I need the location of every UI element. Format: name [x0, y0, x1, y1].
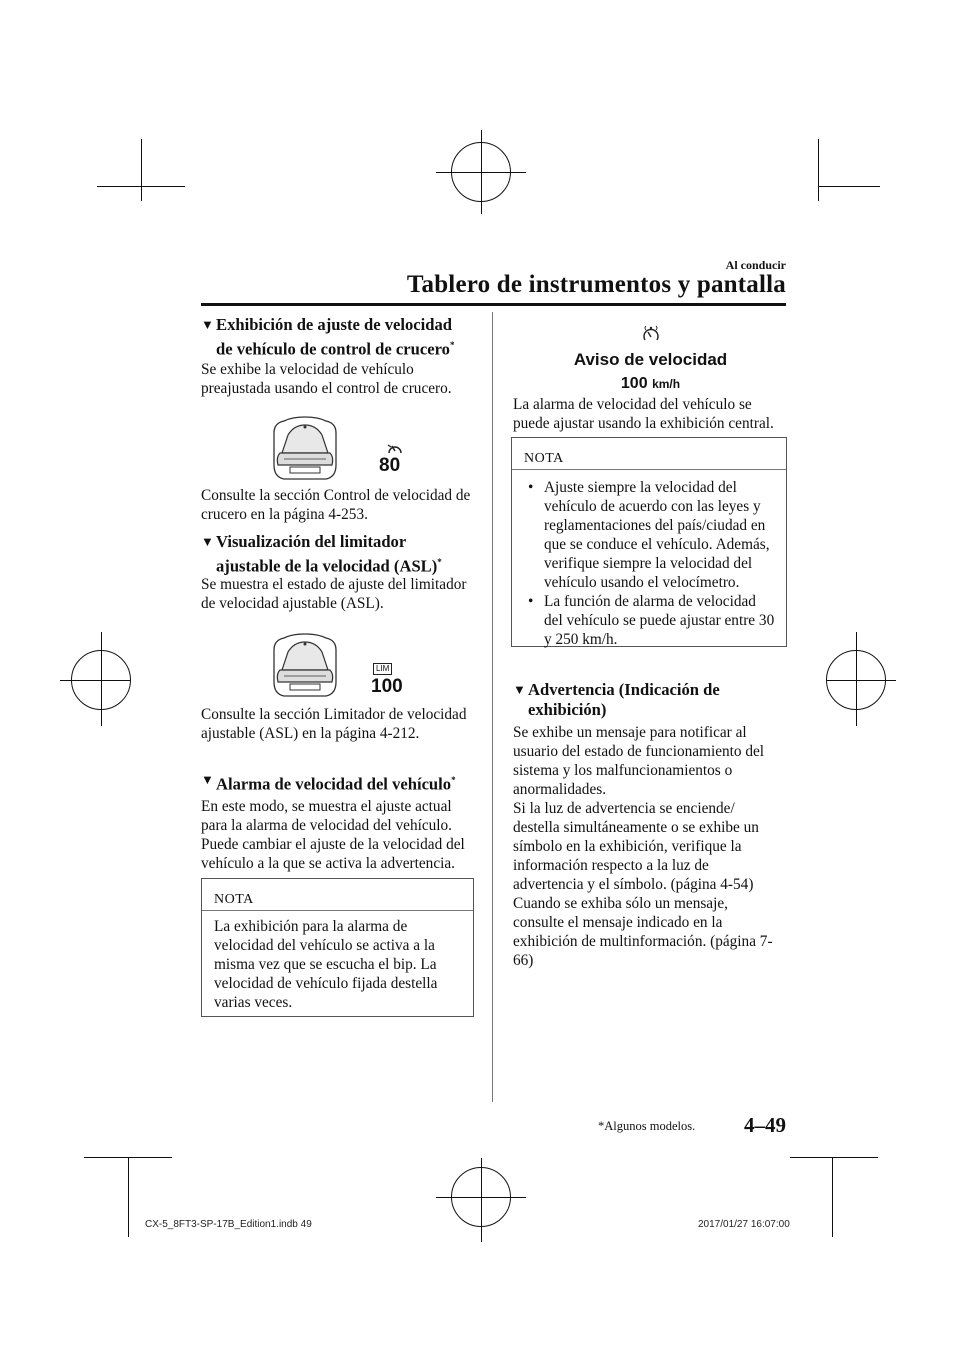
speed-alarm-display — [513, 320, 788, 398]
paragraph: Se muestra el estado de ajuste del limitador de velocidad ajustable (ASL). — [201, 576, 467, 612]
page-title: Tablero de instrumentos y pantalla — [406, 271, 786, 298]
paragraph: Consulte la sección Control de velocidad de crucero en la página 4-253. — [201, 487, 471, 523]
note-box — [201, 878, 474, 1017]
page-number: 4–49 — [744, 1113, 786, 1137]
paragraph: Se exhibe la velocidad de vehículo preajustada usando el control de crucero. — [201, 361, 452, 397]
section-heading-warning: ▼ Advertencia (Indicación de exhibición) — [513, 680, 720, 719]
crop-mark — [128, 1157, 129, 1237]
triangle-icon: ▼ — [513, 682, 526, 697]
paragraph: Cuando se exhiba sólo un mensaje, consulte el mensaje indicado en la exhibición de multinformación. (página 7-66) — [513, 895, 773, 969]
timestamp: 2017/01/27 16:07:00 — [698, 1219, 790, 1230]
crop-mark — [84, 1157, 172, 1158]
header-rule — [201, 303, 786, 306]
section-heading-cruise: ▼ Exhibición de ajuste de velocidad de vehículo de control de crucero* — [201, 315, 455, 359]
note-title: NOTA — [524, 451, 564, 466]
section-heading-asl: ▼ Visualización del limitador ajustable de la velocidad (ASL)* — [201, 532, 442, 576]
set-speed-value: 80 — [379, 455, 401, 476]
section-heading-speed-alarm: ▼ Alarma de velocidad del vehículo* — [201, 772, 456, 794]
speed-alarm-icon — [640, 323, 662, 343]
display-figure-cruise — [270, 415, 420, 485]
display-unit: km/h — [652, 377, 681, 391]
paragraph: Consulte la sección Limitador de velocidad ajustable (ASL) en la página 4-212. — [201, 706, 467, 742]
list-item: • Ajuste siempre la velocidad del vehículo de acuerdo con las leyes y reglamentaciones del país/ciudad en que se conduce el vehículo. Además, verifique siempre la velocidad del vehículo usando el velocímetro. — [528, 479, 770, 591]
column-divider — [492, 312, 493, 1102]
crop-mark — [97, 186, 185, 187]
car-front-icon — [270, 415, 340, 483]
section-label: Al conducir — [725, 258, 786, 272]
crop-mark — [141, 139, 142, 201]
crop-mark — [818, 186, 880, 187]
triangle-icon: ▼ — [201, 534, 214, 549]
paragraph: Se exhibe un mensaje para notificar al usuario del estado de funcionamiento del sistema y los malfuncionamientos o anormalidades. — [513, 724, 765, 798]
note-body: La exhibición para la alarma de velocidad del vehículo se activa a la misma vez que se escucha el bip. La velocidad de vehículo fijada destella varias veces. — [214, 918, 438, 1011]
car-front-icon — [270, 632, 340, 700]
crop-mark — [790, 1157, 878, 1158]
lim-badge: LIM — [373, 663, 392, 675]
paragraph: La alarma de velocidad del vehículo se puede ajustar usando la exhibición central. — [513, 396, 774, 432]
list-item: • La función de alarma de velocidad del vehículo se puede ajustar entre 30 y 250 km/h. — [528, 593, 775, 648]
triangle-icon: ▼ — [201, 317, 214, 332]
crop-mark — [832, 1157, 833, 1237]
limit-speed-value: 100 — [371, 676, 403, 697]
paragraph: En este modo, se muestra el ajuste actual para la alarma de velocidad del vehículo. Puede cambiar el ajuste de la velocidad del vehículo a la que se activa la advertencia. — [201, 798, 465, 872]
paragraph: Si la luz de advertencia se enciende/ destella simultáneamente o se exhibe un símbolo en la exhibición, verifique la información respecto a la luz de advertencia y el símbolo. (página 4-54) — [513, 800, 759, 893]
note-title: NOTA — [214, 892, 254, 907]
footnote-models: *Algunos modelos. — [598, 1119, 696, 1133]
triangle-icon: ▼ — [201, 772, 214, 787]
crop-mark — [818, 139, 819, 201]
note-box — [511, 437, 787, 647]
file-name: CX-5_8FT3-SP-17B_Edition1.indb 49 — [145, 1219, 312, 1230]
display-label: Aviso de velocidad — [573, 350, 728, 369]
display-figure-asl — [270, 632, 420, 702]
display-value: 100 — [620, 375, 648, 392]
